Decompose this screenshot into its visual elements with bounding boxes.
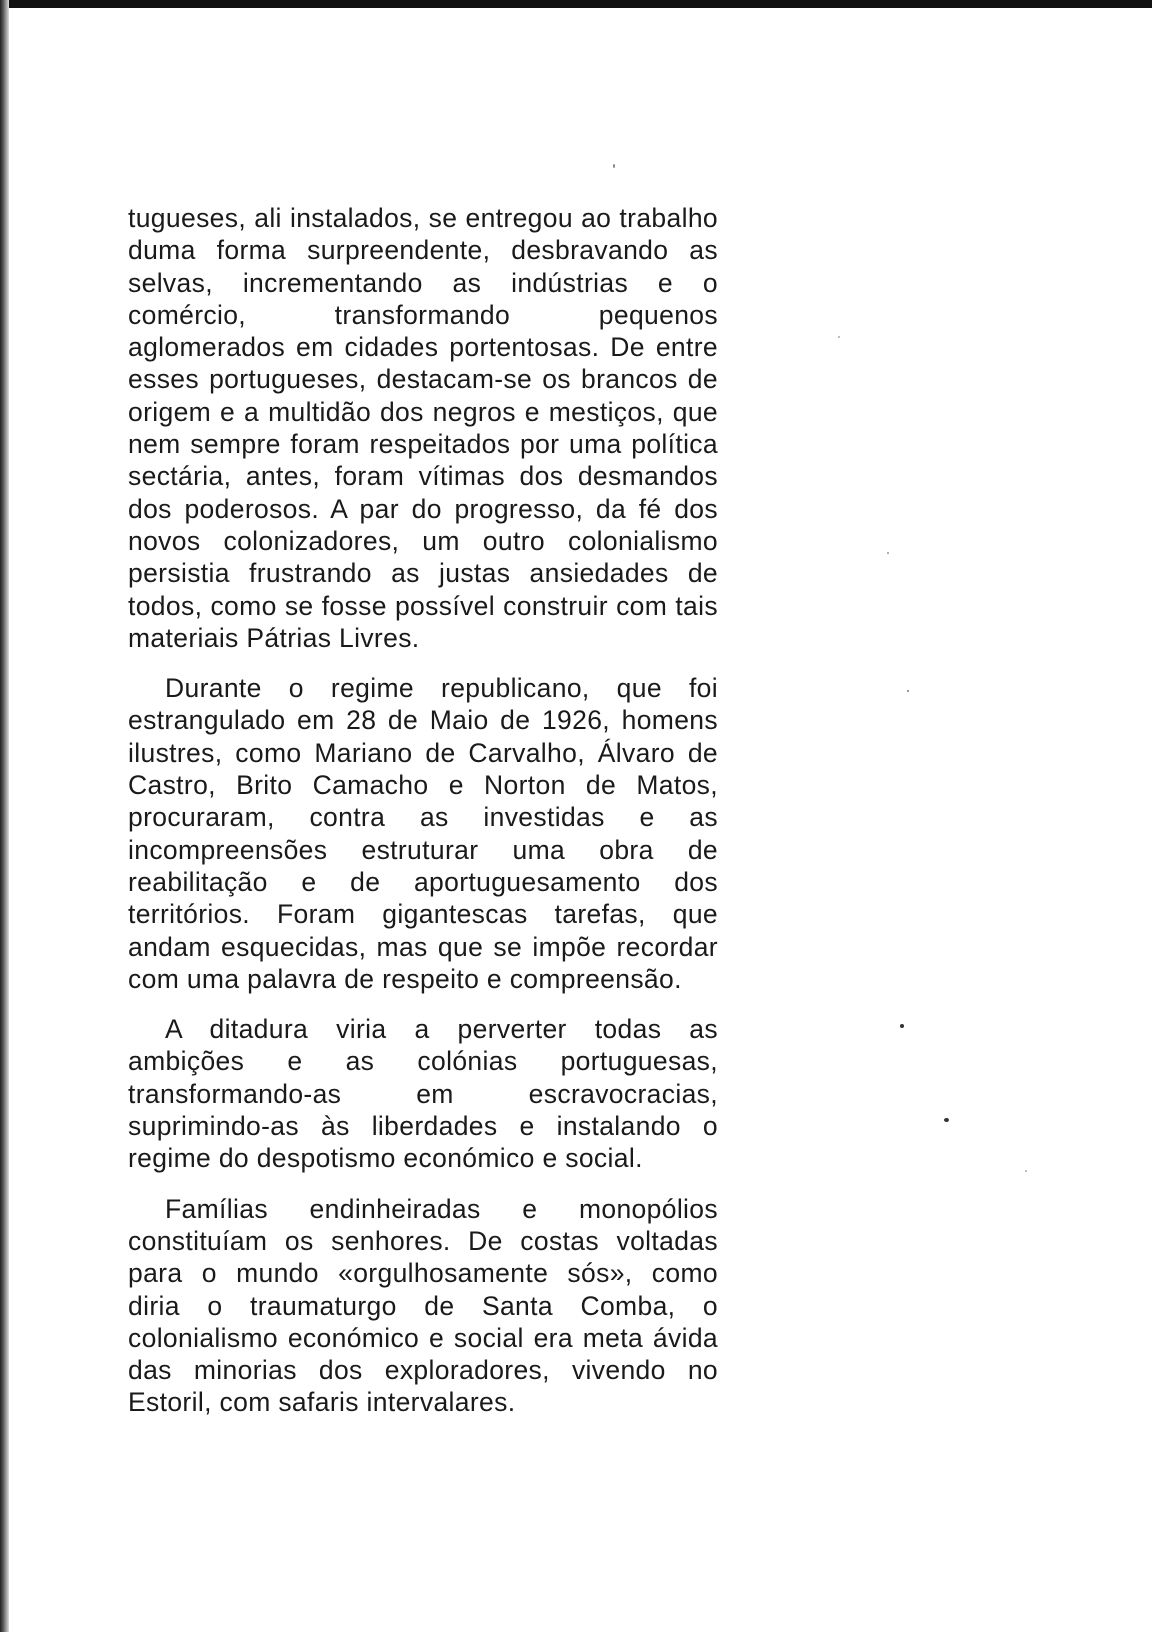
scan-speck: [907, 690, 909, 692]
scan-speck: [944, 1118, 949, 1122]
paragraph-4: Famílias endinheiradas e monopólios constituíam os senhores. De costas voltadas para o mundo «orgulhosamente sós», como diria o traumaturgo de Santa Comba, o colonialismo económico e social era meta ávida das minorias dos exploradores, vivendo no Estoril, com safaris intervalares.: [128, 1193, 718, 1418]
text-column: [128, 202, 718, 1419]
scan-speck: [613, 164, 615, 168]
paragraph-1: tugueses, ali instalados, se entregou ao trabalho duma forma surpreendente, desbravando as selvas, incrementando as indústrias e o comércio, transformando pequenos aglomerados em cidades portentosas. De entre esses portugueses, destacam-se os brancos de origem e a multidão dos negros e mestiços, que nem sempre foram respeitados por uma política sectária, antes, foram vítimas dos desmandos dos poderosos. A par do progresso, da fé dos novos colonizadores, um outro colonialismo persistia frustrando as justas ansiedades de todos, como se fosse possível construir com tais materiais Pátrias Livres.: [128, 203, 718, 653]
scan-speck: [838, 336, 840, 338]
scan-speck: [887, 552, 889, 554]
paragraph-3: A ditadura viria a perverter todas as ambições e as colónias portuguesas, transformando-as em escravocracias, suprimindo-as às liberdades e instalando o regime do despotismo económico e social.: [128, 1014, 718, 1174]
scan-edge-left: [0, 0, 9, 1632]
paragraph-2: Durante o regime republicano, que foi estrangulado em 28 de Maio de 1926, homens ilustres, como Mariano de Carvalho, Álvaro de Castro, Brito Camacho e Norton de Matos, procuraram, contra as investidas e as incompreensões estruturar uma obra de reabilitação e de aportuguesamento dos territórios. Foram gigantescas tarefas, que andam esquecidas, mas que se impõe recordar com uma palavra de respeito e compreensão.: [128, 673, 718, 994]
scan-speck: [900, 1024, 904, 1028]
scan-speck: [1025, 1170, 1027, 1172]
scan-edge-top: [0, 0, 1152, 8]
